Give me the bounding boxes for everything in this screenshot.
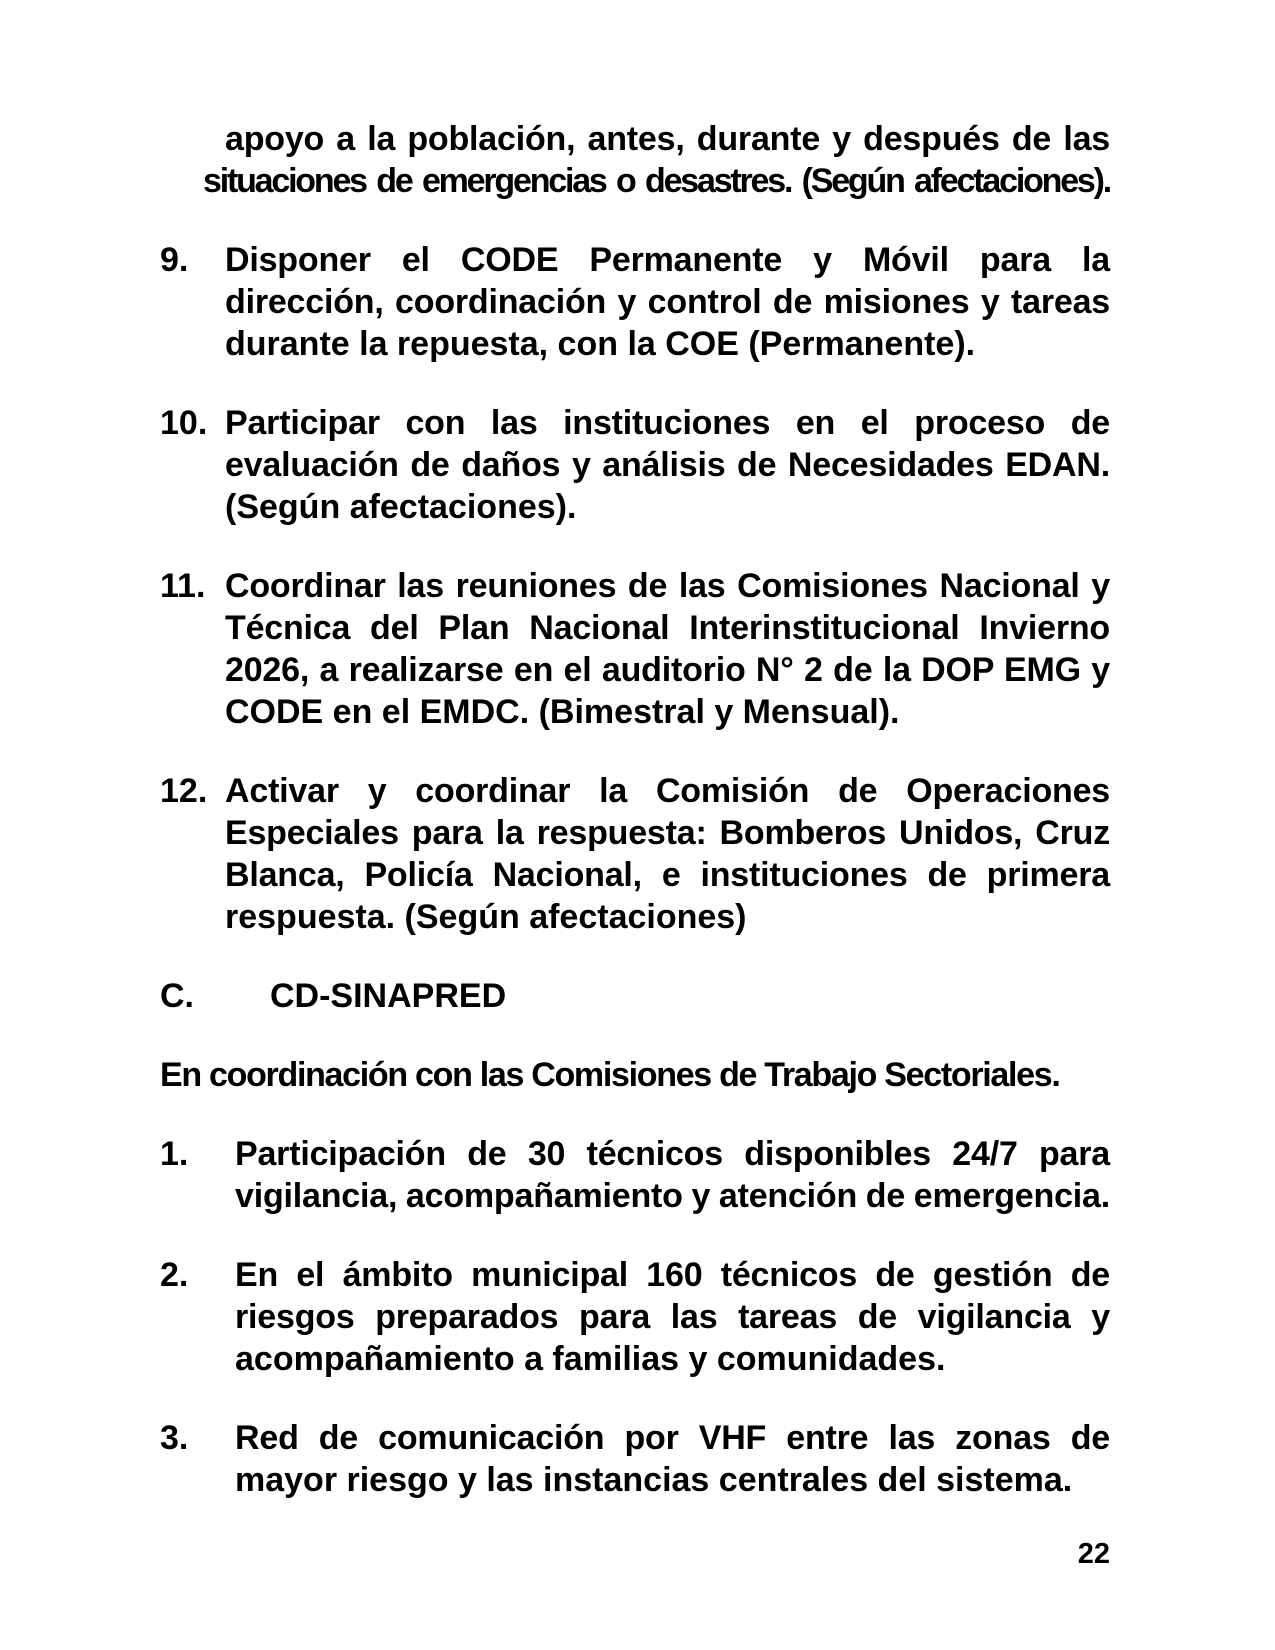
item-line: En el ámbito municipal 160 técnicos de gestión de <box>235 1256 1110 1294</box>
item-number: 3. <box>160 1419 189 1457</box>
item-line: CODE en el EMDC. (Bimestral y Mensual). <box>225 693 900 731</box>
item-number: 12. <box>160 772 208 810</box>
item-line: Activar y coordinar la Comisión de Operaciones <box>225 772 1110 810</box>
paragraph-line: apoyo a la población, antes, durante y después de las <box>225 120 1110 158</box>
item-line: (Según afectaciones). <box>225 488 577 526</box>
item-text <box>225 239 1110 365</box>
item-text <box>225 402 1110 528</box>
item-line: Especiales para la respuesta: Bomberos Unidos, Cruz <box>225 814 1110 852</box>
item-line: Red de comunicación por VHF entre las zonas de <box>235 1419 1110 1457</box>
item-line: evaluación de daños y análisis de Necesidades EDAN. <box>225 446 1110 484</box>
item-line: Participación de 30 técnicos disponibles 24/7 para <box>235 1135 1110 1173</box>
list-item-9 <box>160 239 1110 365</box>
list-item-2 <box>160 1254 1110 1380</box>
item-line: acompañamiento a familias y comunidades. <box>235 1340 946 1378</box>
item-line: durante la repuesta, con la COE (Permanente). <box>225 325 976 363</box>
item-line: mayor riesgo y las instancias centrales del sistema. <box>235 1461 1073 1499</box>
section-label: C. <box>160 977 194 1015</box>
item-text <box>235 1254 1110 1380</box>
item-number: 9. <box>160 241 189 279</box>
item-number: 10. <box>160 404 208 442</box>
paragraph-line: situaciones de emergencias o desastres. (Según afectaciones). <box>203 162 1110 200</box>
item-line: 2026, a realizarse en el auditorio N° 2 de la DOP EMG y <box>225 651 1110 689</box>
item-text <box>235 1133 1110 1217</box>
list-item-11 <box>160 565 1110 733</box>
item-line: Coordinar las reuniones de las Comisiones Nacional y <box>225 567 1110 605</box>
item-number: 11. <box>160 567 206 605</box>
item-number: 2. <box>160 1256 189 1294</box>
list-item-12 <box>160 770 1110 938</box>
list-item-10 <box>160 402 1110 528</box>
item-line: respuesta. (Según afectaciones) <box>225 898 747 936</box>
page-content <box>160 118 1110 1569</box>
item-line: Técnica del Plan Nacional Interinstitucional Invierno <box>225 609 1110 647</box>
item-text <box>225 770 1110 938</box>
item-text <box>225 565 1110 733</box>
paragraph-line: En coordinación con las Comisiones de Trabajo Sectoriales. <box>160 1056 1060 1094</box>
item-line: Blanca, Policía Nacional, e instituciones de primera <box>225 856 1110 894</box>
item-line: Participar con las instituciones en el proceso de <box>225 404 1110 442</box>
item-line: riesgos preparados para las tareas de vigilancia y <box>235 1298 1110 1336</box>
section-title: CD-SINAPRED <box>270 977 507 1015</box>
item-line: vigilancia, acompañamiento y atención de emergencia. <box>235 1177 1110 1215</box>
item-line: dirección, coordinación y control de misiones y tareas <box>225 283 1110 321</box>
section-heading <box>160 975 1110 1017</box>
item-text <box>235 1417 1110 1501</box>
item-line: Disponer el CODE Permanente y Móvil para la <box>225 241 1110 279</box>
page-number: 22 <box>1077 1538 1110 1570</box>
intro-paragraph <box>203 118 1110 202</box>
list-item-3 <box>160 1417 1110 1501</box>
list-item-1 <box>160 1133 1110 1217</box>
item-number: 1. <box>160 1135 189 1173</box>
section-intro-paragraph <box>160 1054 1110 1096</box>
